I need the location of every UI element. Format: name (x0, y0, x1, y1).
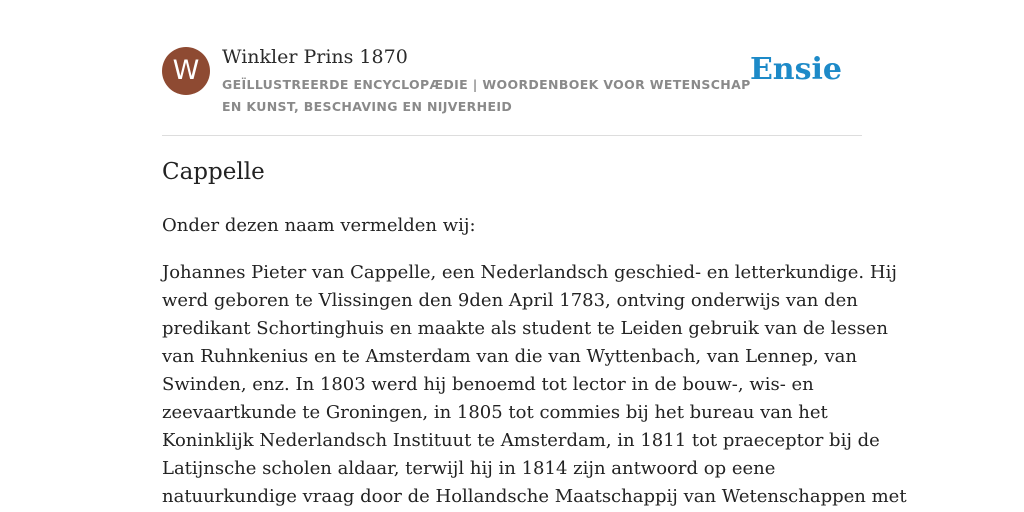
entry-title: Cappelle (162, 159, 265, 185)
body-line: Latijnsche scholen aldaar, terwijl hij in 1814 zijn antwoord op eene (162, 458, 776, 479)
publication-subtitle: GEÏLLUSTREERDE ENCYCLOPÆDIE | WOORDENBOEK VOOR WETENSCHAP EN KUNST, BESCHAVING EN NIJVERHEID (222, 77, 751, 114)
entry-body (162, 259, 907, 511)
ensie-logo[interactable]: Ensie (749, 52, 842, 87)
header-divider (162, 135, 862, 136)
publication-avatar[interactable]: W (162, 47, 210, 95)
body-line: Johannes Pieter van Cappelle, een Nederlandsch geschied- en letterkundige. Hij (162, 262, 897, 283)
publication-title[interactable]: Winkler Prins 1870 (222, 46, 408, 68)
publication-header (162, 46, 862, 116)
body-line: natuurkundige vraag door de Hollandsche Maatschappij van Wetenschappen met (162, 486, 907, 507)
body-line: Koninklijk Nederlandsch Instituut te Amsterdam, in 1811 tot praeceptor bij de (162, 430, 880, 451)
body-line: Swinden, enz. In 1803 werd hij benoemd tot lector in de bouw-, wis- en (162, 374, 814, 395)
body-line: predikant Schortinghuis en maakte als student te Leiden gebruik van de lessen (162, 318, 888, 339)
body-line: werd geboren te Vlissingen den 9den April 1783, ontving onderwijs van den (162, 290, 858, 311)
body-line: zeevaartkunde te Groningen, in 1805 tot commies bij het bureau van het (162, 402, 828, 423)
body-line: van Ruhnkenius en te Amsterdam van die van Wyttenbach, van Lennep, van (162, 346, 857, 367)
entry-intro: Onder dezen naam vermelden wij: (162, 215, 476, 236)
